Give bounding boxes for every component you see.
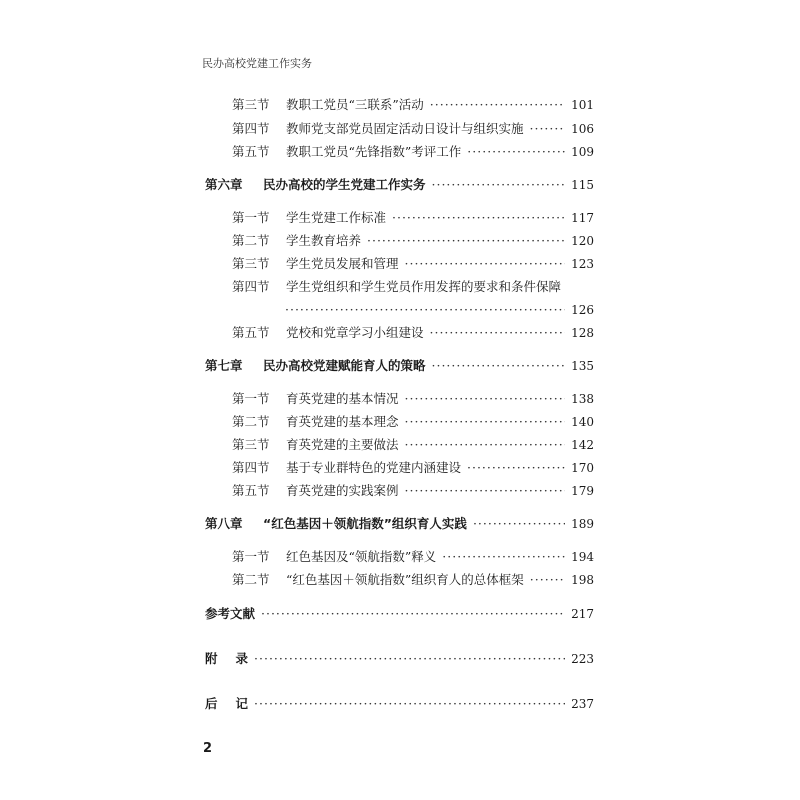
toc-entry[interactable] bbox=[232, 279, 594, 295]
toc-entry[interactable] bbox=[232, 483, 594, 499]
toc-entry[interactable] bbox=[232, 233, 594, 249]
toc-section-title: 学生党组织和学生党员作用发挥的要求和条件保障 bbox=[286, 279, 562, 294]
toc-section-number: 第二节 bbox=[232, 414, 270, 429]
toc-section-title: 教职工党员“先锋指数”考评工作 bbox=[286, 144, 462, 159]
toc-page-number: 237 bbox=[571, 697, 594, 711]
toc-section-number: 第三节 bbox=[232, 256, 270, 271]
toc-page-number: 142 bbox=[571, 438, 594, 452]
toc-leader bbox=[530, 572, 565, 588]
toc-section-number: 第五节 bbox=[232, 483, 270, 498]
toc-appendix-entry[interactable] bbox=[205, 651, 594, 667]
toc-page-number: 123 bbox=[571, 257, 594, 271]
toc-section-number: 第三节 bbox=[232, 437, 270, 452]
toc-references-entry[interactable] bbox=[205, 606, 594, 622]
toc-section-number: 第四节 bbox=[232, 121, 270, 136]
toc-entry[interactable] bbox=[232, 391, 594, 407]
toc-entry[interactable] bbox=[232, 325, 594, 341]
toc-page-number: 120 bbox=[571, 234, 594, 248]
toc-entry[interactable] bbox=[232, 549, 594, 565]
toc-leader bbox=[261, 606, 565, 622]
toc-page-number: 109 bbox=[571, 145, 594, 159]
toc-page-number: 135 bbox=[571, 359, 594, 373]
toc-leader bbox=[405, 483, 566, 499]
toc-section-number: 第四节 bbox=[232, 460, 270, 475]
toc-chapter-title: “红色基因＋领航指数”组织育人实践 bbox=[263, 516, 467, 531]
toc-page-number: 194 bbox=[571, 550, 594, 564]
toc-appendix-title-char: 附 bbox=[205, 651, 218, 666]
toc-leader bbox=[442, 549, 565, 565]
toc-leader bbox=[254, 651, 565, 667]
toc-leader bbox=[367, 233, 565, 249]
page-number: 2 bbox=[203, 741, 213, 756]
toc-page-number: 189 bbox=[571, 517, 594, 531]
toc-leader bbox=[405, 256, 566, 272]
toc-leader bbox=[432, 177, 566, 193]
toc-entry[interactable] bbox=[232, 460, 594, 476]
toc-leader bbox=[432, 358, 566, 374]
toc-leader bbox=[254, 696, 565, 712]
toc-section-number: 第五节 bbox=[232, 144, 270, 159]
toc-page-number: 128 bbox=[571, 326, 594, 340]
toc-chapter-number: 第七章 bbox=[205, 358, 243, 373]
toc-section-title: 育英党建的基本情况 bbox=[286, 391, 399, 406]
toc-section-title: 学生党建工作标准 bbox=[286, 210, 387, 225]
toc-section-title: 红色基因及“领航指数”释义 bbox=[286, 549, 437, 564]
toc-entry[interactable] bbox=[232, 97, 594, 113]
toc-entry[interactable] bbox=[232, 437, 594, 453]
toc-page-number: 117 bbox=[571, 211, 594, 225]
toc-leader bbox=[530, 121, 566, 137]
toc-section-number: 第一节 bbox=[232, 391, 270, 406]
toc-section-number: 第二节 bbox=[232, 233, 270, 248]
toc-section-title: 学生教育培养 bbox=[286, 233, 362, 248]
toc-leader bbox=[392, 210, 565, 226]
toc-leader bbox=[405, 414, 566, 430]
toc-section-title: “红色基因＋领航指数”组织育人的总体框架 bbox=[286, 572, 524, 587]
toc-page-number: 179 bbox=[571, 484, 594, 498]
toc-page-number: 126 bbox=[571, 303, 594, 317]
toc-references-title: 参考文献 bbox=[205, 606, 256, 621]
running-head: 民办高校党建工作实务 bbox=[202, 57, 312, 70]
toc-entry[interactable] bbox=[232, 256, 594, 272]
toc-entry-continuation[interactable] bbox=[285, 302, 594, 318]
toc-chapter-entry[interactable] bbox=[205, 358, 594, 374]
toc-section-number: 第四节 bbox=[232, 279, 270, 294]
toc-entry[interactable] bbox=[232, 414, 594, 430]
toc-section-title: 育英党建的实践案例 bbox=[286, 483, 399, 498]
toc-chapter-title: 民办高校的学生党建工作实务 bbox=[263, 177, 426, 192]
toc-postscript-entry[interactable] bbox=[205, 696, 594, 712]
toc-postscript-title bbox=[205, 696, 248, 712]
toc-page-number: 223 bbox=[571, 652, 594, 666]
toc-section-number: 第五节 bbox=[232, 325, 270, 340]
toc-section-title: 育英党建的基本理念 bbox=[286, 414, 399, 429]
toc-leader bbox=[467, 460, 565, 476]
toc-page-number: 138 bbox=[571, 392, 594, 406]
toc-page-number: 140 bbox=[571, 415, 594, 429]
toc-section-number: 第一节 bbox=[232, 210, 270, 225]
toc-entry[interactable] bbox=[232, 144, 594, 160]
toc-page-number: 198 bbox=[571, 573, 594, 587]
toc-section-title: 教师党支部党员固定活动日设计与组织实施 bbox=[286, 121, 524, 136]
toc-leader bbox=[430, 325, 566, 341]
toc-page-number: 115 bbox=[571, 178, 594, 192]
toc-section-number: 第三节 bbox=[232, 97, 270, 112]
toc-chapter-entry[interactable] bbox=[205, 516, 594, 532]
toc-page-number: 106 bbox=[571, 122, 594, 136]
toc-chapter-title: 民办高校党建赋能育人的策略 bbox=[263, 358, 426, 373]
toc-entry[interactable] bbox=[232, 572, 594, 588]
toc-chapter-number: 第八章 bbox=[205, 516, 243, 531]
toc-postscript-title-char: 后 bbox=[205, 696, 218, 711]
toc-appendix-title-char: 录 bbox=[235, 651, 249, 666]
toc-leader bbox=[467, 144, 565, 160]
toc-entry[interactable] bbox=[232, 210, 594, 226]
toc-appendix-title bbox=[205, 651, 248, 667]
toc-section-number: 第二节 bbox=[232, 572, 270, 587]
toc-section-title: 育英党建的主要做法 bbox=[286, 437, 399, 452]
toc-section-title: 教职工党员“三联系”活动 bbox=[286, 97, 424, 112]
toc-section-title: 基于专业群特色的党建内涵建设 bbox=[286, 460, 462, 475]
toc-leader bbox=[285, 302, 565, 318]
toc-page-number: 170 bbox=[571, 461, 594, 475]
toc-chapter-entry[interactable] bbox=[205, 177, 594, 193]
toc-leader bbox=[473, 516, 565, 532]
toc-section-number: 第一节 bbox=[232, 549, 270, 564]
toc-section-title: 学生党员发展和管理 bbox=[286, 256, 399, 271]
toc-leader bbox=[430, 97, 565, 113]
toc-chapter-number: 第六章 bbox=[205, 177, 243, 192]
toc-postscript-title-char: 记 bbox=[235, 696, 249, 711]
toc-leader bbox=[405, 437, 566, 453]
toc-entry[interactable] bbox=[232, 121, 594, 137]
toc-section-title: 党校和党章学习小组建设 bbox=[286, 325, 424, 340]
toc-page-number: 217 bbox=[571, 607, 594, 621]
toc-page-number: 101 bbox=[571, 98, 594, 112]
toc-leader bbox=[405, 391, 566, 407]
